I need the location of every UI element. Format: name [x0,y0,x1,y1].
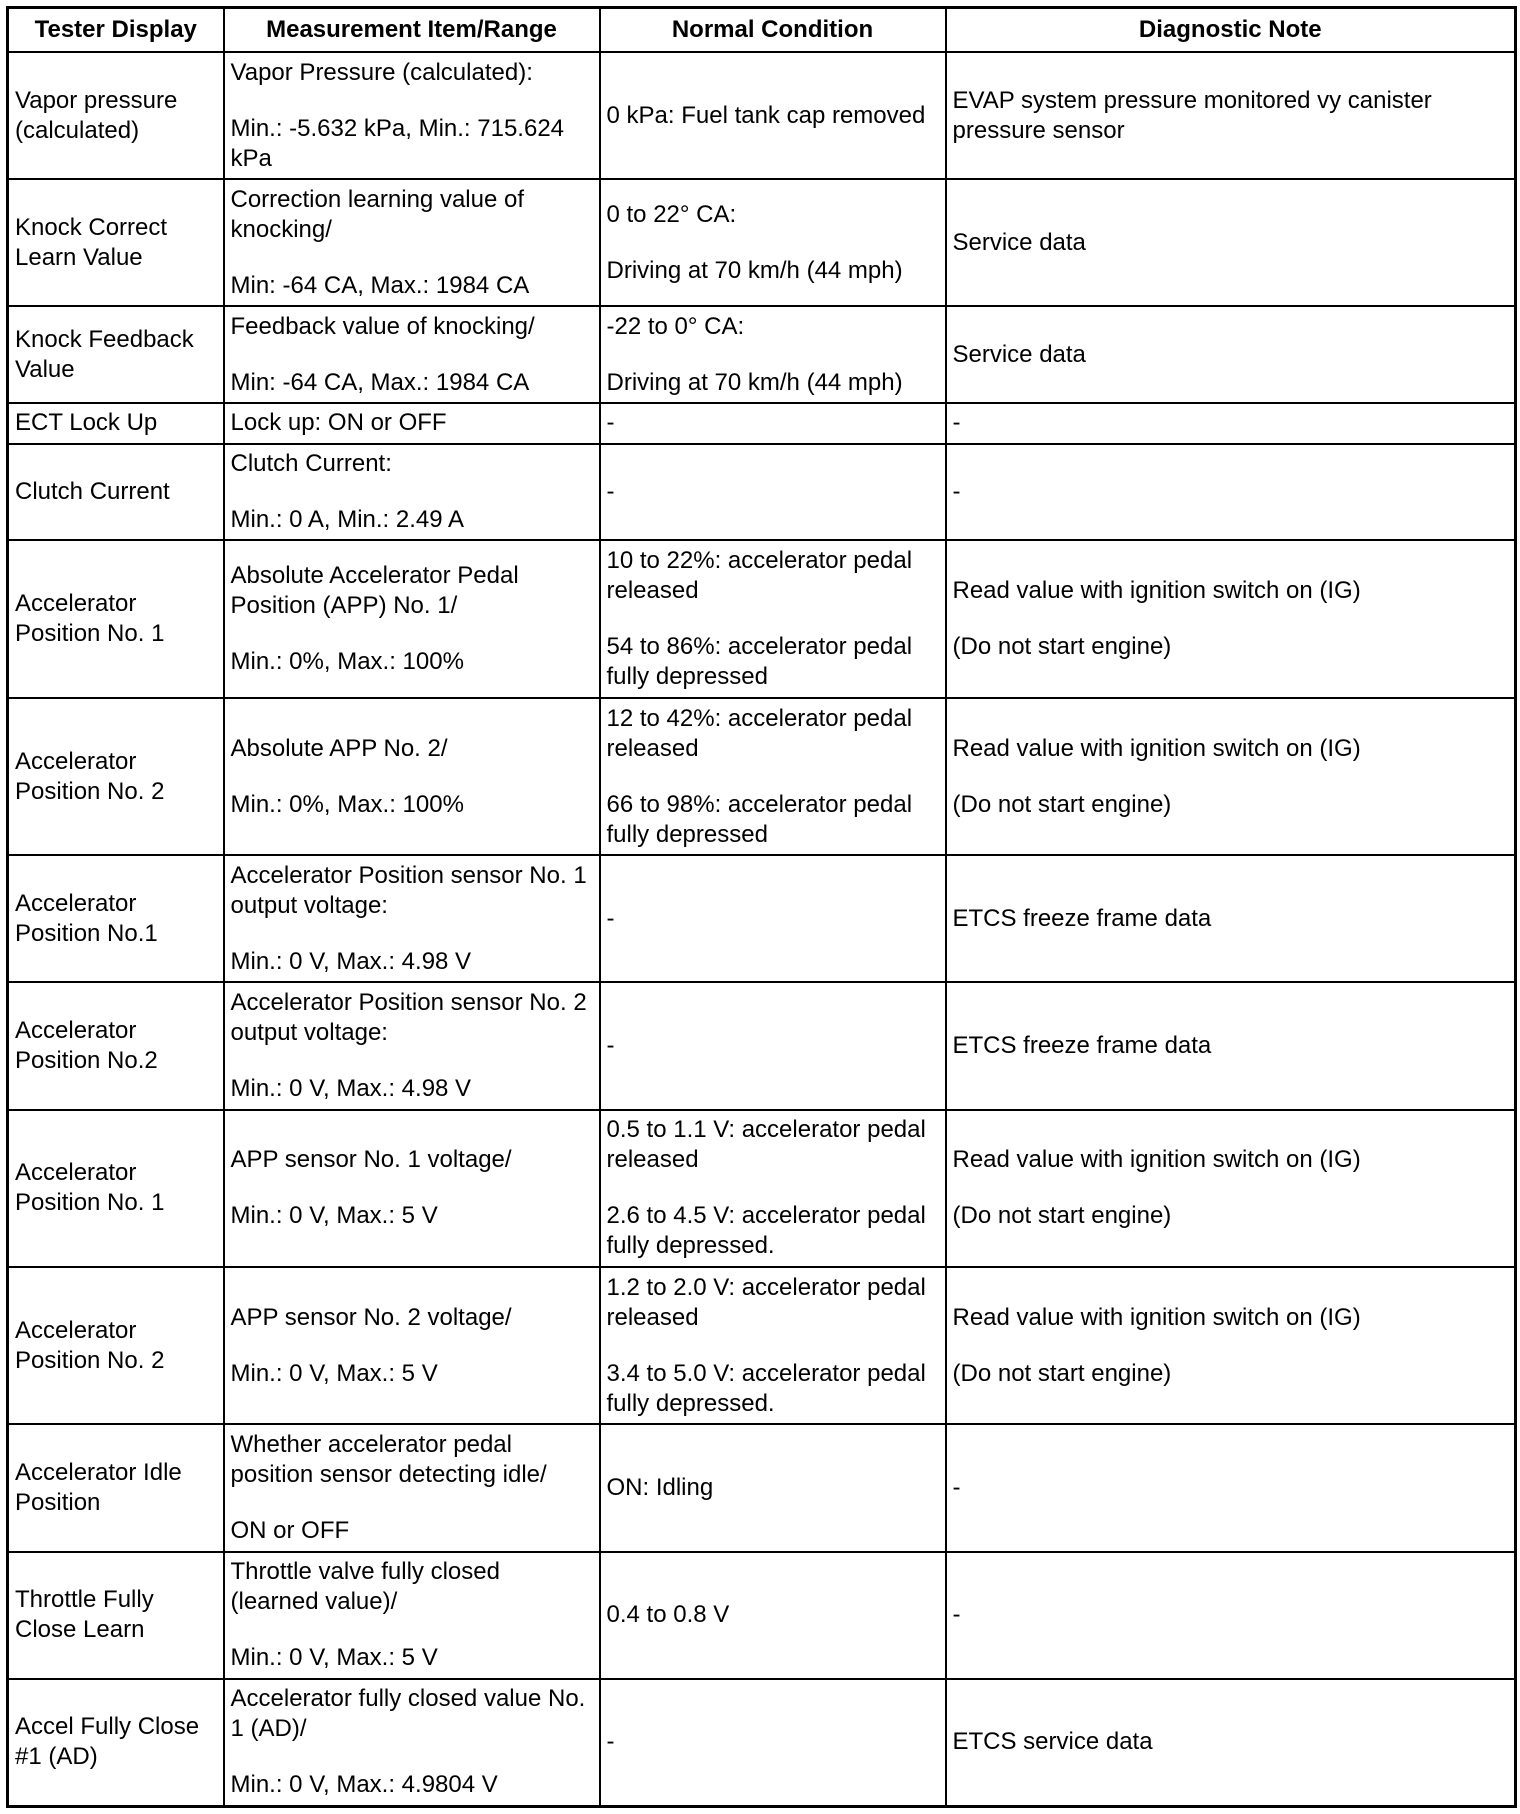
cell-text: Read value with ignition switch on (IG) [952,1303,1361,1331]
cell-text: Vapor Pressure (calculated): [230,58,533,86]
cell-text: Service data [952,228,1086,256]
tester-display-cell [8,52,224,179]
normal-condition-cell [600,1679,946,1807]
cell-text: ON: Idling [606,1474,714,1501]
cell-text: ETCS freeze frame data [952,904,1212,932]
diagnostic-note-cell [946,1110,1516,1267]
cell-text: Accelerator Position No. 1 [15,590,165,648]
cell-text: Clutch Current [15,477,170,505]
diagnostic-note-cell [946,540,1516,697]
cell-text: 12 to 42%: accelerator pedal released [606,704,913,762]
normal-condition-cell [600,179,946,306]
normal-condition-cell [600,444,946,541]
table-row [8,52,1516,179]
cell-text: Absolute APP No. 2/ [230,734,448,762]
tester-display-cell [8,444,224,541]
cell-text: (Do not start engine) [952,1359,1172,1387]
tester-display-cell [8,698,224,855]
table-row [8,1110,1516,1267]
cell-text: 54 to 86%: accelerator pedal fully depressed [606,633,913,691]
tester-display-cell [8,1267,224,1424]
cell-text: Accelerator Position No.2 [15,1017,158,1074]
normal-condition-cell [600,306,946,403]
cell-text: (Do not start engine) [952,1202,1172,1230]
cell-text: Absolute Accelerator Pedal Position (APP) No. 1/ [230,562,519,620]
tester-display-cell [8,1110,224,1267]
cell-text: - [606,1728,615,1756]
table-row [8,1679,1516,1807]
cell-text: Lock up: ON or OFF [230,409,447,437]
table-row [8,306,1516,403]
cell-text: Vapor pressure (calculated) [15,86,178,144]
cell-text: ON or OFF [230,1517,350,1544]
table-header [8,8,1516,53]
cell-text: Min.: 0 V, Max.: 4.9804 V [230,1771,498,1799]
cell-text: Min.: 0 V, Max.: 4.98 V [230,1075,472,1102]
cell-text: Feedback value of knocking/ [230,312,535,340]
tester-display-cell [8,403,224,443]
tester-display-cell [8,1679,224,1807]
normal-condition-cell [600,698,946,855]
table-row [8,698,1516,855]
table-body [8,52,1516,1807]
cell-text: (Do not start engine) [952,633,1172,661]
cell-text: Correction learning value of knocking/ [230,185,524,243]
measurement-cell [224,306,600,403]
cell-text: Min.: 0 A, Min.: 2.49 A [230,505,464,533]
diagnostic-note-cell [946,1679,1516,1807]
header-normal-condition: Normal Condition [600,8,946,53]
cell-text: 0.5 to 1.1 V: accelerator pedal released [606,1116,926,1174]
normal-condition-cell [600,982,946,1109]
measurement-cell [224,1679,600,1807]
measurement-cell [224,855,600,982]
cell-text: 0 kPa: Fuel tank cap removed [606,101,926,129]
cell-text: Min.: 0 V, Max.: 4.98 V [230,947,472,975]
cell-text: Clutch Current: [230,449,392,477]
cell-text: 0 to 22° CA: [606,200,737,228]
cell-text: Accelerator Position sensor No. 1 output voltage: [230,861,587,919]
normal-condition-cell [600,52,946,179]
normal-condition-cell [600,1552,946,1679]
cell-text: Accel Fully Close #1 (AD) [15,1713,200,1771]
cell-text: Min.: 0 V, Max.: 5 V [230,1202,438,1230]
cell-text: - [606,477,615,505]
cell-text: Read value with ignition switch on (IG) [952,1146,1361,1174]
tester-display-cell [8,540,224,697]
measurement-cell [224,540,600,697]
cell-text: - [606,1032,615,1059]
cell-text: APP sensor No. 1 voltage/ [230,1146,512,1174]
cell-text: - [952,477,961,505]
diagnostic-note-cell [946,403,1516,443]
measurement-cell [224,179,600,306]
tester-display-cell [8,179,224,306]
cell-text: ECT Lock Up [15,409,158,437]
cell-text: - [952,409,961,437]
header-tester-display: Tester Display [8,8,224,53]
diagnostic-note-cell [946,52,1516,179]
cell-text: 66 to 98%: accelerator pedal fully depressed [606,790,913,848]
cell-text: 1.2 to 2.0 V: accelerator pedal released [606,1273,926,1331]
cell-text: Min.: -5.632 kPa, Min.: 715.624 kPa [230,114,565,172]
header-row [8,8,1516,53]
cell-text: Min.: 0%, Max.: 100% [230,648,464,676]
table-row [8,540,1516,697]
diagnostic-note-cell [946,855,1516,982]
cell-text: Accelerator Position No.1 [15,889,158,947]
cell-text: Accelerator Position No. 2 [15,1316,165,1374]
cell-text: - [606,409,615,437]
cell-text: - [952,1474,961,1501]
tester-display-cell [8,982,224,1109]
header-measurement-item: Measurement Item/Range [224,8,600,53]
header-diagnostic-note: Diagnostic Note [946,8,1516,53]
measurement-cell [224,698,600,855]
cell-text: - [606,904,615,932]
diagnostic-note-cell [946,1424,1516,1551]
diagnostic-note-cell [946,698,1516,855]
cell-text: Service data [952,340,1086,368]
diagnostic-note-cell [946,444,1516,541]
normal-condition-cell [600,855,946,982]
measurement-cell [224,982,600,1109]
cell-text: Read value with ignition switch on (IG) [952,734,1361,762]
measurement-cell [224,1267,600,1424]
table-row [8,1552,1516,1679]
cell-text: Min.: 0 V, Max.: 5 V [230,1359,438,1387]
measurement-cell [224,403,600,443]
cell-text: 0.4 to 0.8 V [606,1601,730,1629]
normal-condition-cell [600,540,946,697]
cell-text: Knock Correct Learn Value [15,213,168,271]
measurement-cell [224,1424,600,1551]
normal-condition-cell [600,403,946,443]
cell-text: -22 to 0° CA: [606,312,745,340]
diagnostic-note-cell [946,1267,1516,1424]
cell-text: 3.4 to 5.0 V: accelerator pedal fully depressed. [606,1359,926,1417]
cell-text: Min.: 0%, Max.: 100% [230,790,464,818]
cell-text: 10 to 22%: accelerator pedal released [606,547,913,605]
cell-text: Throttle valve fully closed (learned value)/ [230,1558,500,1616]
table-row [8,855,1516,982]
cell-text: Accelerator Idle Position [15,1459,182,1516]
cell-text: Min.: 0 V, Max.: 5 V [230,1644,438,1672]
cell-text: Knock Feedback Value [15,325,194,383]
table-row [8,444,1516,541]
cell-text: Read value with ignition switch on (IG) [952,577,1361,605]
cell-text: Accelerator Position sensor No. 2 output voltage: [230,989,587,1046]
cell-text: ETCS service data [952,1728,1153,1756]
cell-text: ETCS freeze frame data [952,1032,1212,1059]
normal-condition-cell [600,1424,946,1551]
data-list-table [6,6,1517,1808]
cell-text: Throttle Fully Close Learn [15,1586,154,1644]
cell-text: Min: -64 CA, Max.: 1984 CA [230,271,530,299]
diagnostic-note-cell [946,306,1516,403]
cell-text: - [952,1601,961,1629]
tester-display-cell [8,855,224,982]
measurement-cell [224,1552,600,1679]
cell-text: Accelerator Position No. 2 [15,747,165,805]
measurement-cell [224,1110,600,1267]
cell-text: 2.6 to 4.5 V: accelerator pedal fully depressed. [606,1202,926,1260]
table-row [8,403,1516,443]
diagnostic-note-cell [946,179,1516,306]
cell-text: Driving at 70 km/h (44 mph) [606,256,903,284]
table-row [8,179,1516,306]
cell-text: APP sensor No. 2 voltage/ [230,1303,512,1331]
table-row [8,1267,1516,1424]
cell-text: Driving at 70 km/h (44 mph) [606,368,903,396]
normal-condition-cell [600,1110,946,1267]
normal-condition-cell [600,1267,946,1424]
measurement-cell [224,52,600,179]
cell-text: Min: -64 CA, Max.: 1984 CA [230,368,530,396]
diagnostic-note-cell [946,982,1516,1109]
cell-text: Whether accelerator pedal position sensor detecting idle/ [230,1431,547,1488]
table-row [8,1424,1516,1551]
data-list-sheet [6,6,1514,1808]
cell-text: Accelerator fully closed value No. 1 (AD)/ [230,1685,586,1743]
tester-display-cell [8,306,224,403]
measurement-cell [224,444,600,541]
tester-display-cell [8,1552,224,1679]
cell-text: EVAP system pressure monitored vy canister pressure sensor [952,86,1432,144]
cell-text: Accelerator Position No. 1 [15,1159,165,1217]
diagnostic-note-cell [946,1552,1516,1679]
cell-text: (Do not start engine) [952,790,1172,818]
tester-display-cell [8,1424,224,1551]
table-row [8,982,1516,1109]
